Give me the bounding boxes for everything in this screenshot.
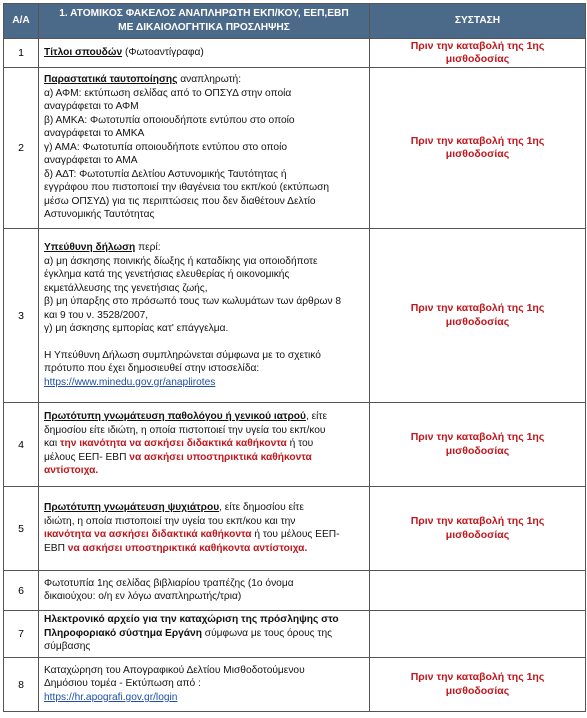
row-number: 2	[4, 68, 39, 229]
row-recommendation	[370, 611, 586, 658]
rec-line: Πριν την καταβολή της 1ης	[410, 431, 545, 443]
row-text-line: δ) ΑΔΤ: Φωτοτυπία Δελτίου Αστυνομικής Ταυτότητας ή	[44, 168, 287, 180]
row-title: Τίτλοι σπουδών	[44, 46, 123, 58]
table-row	[4, 39, 586, 68]
row-text-line: έγκλημα κατά της γενετήσιας ελευθερίας ή οικονομικής	[44, 269, 290, 280]
row-recommendation	[370, 658, 586, 712]
row-text: περί:	[135, 242, 161, 253]
row-text-line	[44, 627, 364, 641]
table-row	[4, 658, 586, 712]
table-row	[4, 611, 586, 658]
row-text: (Φωτοαντίγραφα)	[122, 46, 204, 58]
rec-line: μισθοδοσίας	[445, 684, 510, 697]
rec-line: μισθοδοσίας	[445, 528, 510, 541]
row-title: Πληροφοριακό σύστημα Εργάνη	[44, 627, 202, 639]
row-number: 7	[4, 611, 39, 658]
row-text: σύμφωνα με τους όρους της	[201, 627, 333, 639]
row-number: 8	[4, 658, 39, 712]
row-text-line: β) μη ύπαρξης στο πρόσωπό τους των κωλυμάτων των άρθρων 8	[44, 296, 342, 307]
row-description	[39, 571, 370, 611]
row-recommendation	[370, 571, 586, 611]
row-text-line: α) μη άσκησης ποινικής δίωξης ή καταδίκης για οποιοδήποτε	[44, 255, 318, 267]
rec-line: μισθοδοσίας	[445, 315, 510, 328]
row-title: Ηλεκτρονικό αρχείο για την καταχώριση της πρόσληψης στο	[44, 614, 339, 626]
row-text-line: Αστυνομικής Ταυτότητας	[44, 209, 155, 221]
row-text-line: Δημόσιου τομέα - Εκτύπωση από :	[44, 678, 201, 690]
row-text-line: αναγράφεται το ΑΦΜ	[44, 101, 139, 113]
row-recommendation	[370, 487, 586, 571]
header-recommendation: ΣΥΣΤΑΣΗ	[370, 4, 586, 39]
row-text-line: ιδιώτη, η οποία πιστοποιεί την υγεία του εκπ/κου και την	[44, 515, 296, 527]
row-recommendation	[370, 68, 586, 229]
row-text: , είτε δημοσίου είτε	[219, 502, 304, 513]
apografi-link[interactable]: https://hr.apografi.gov.gr/login	[44, 691, 178, 703]
row-text: , είτε	[305, 411, 328, 423]
dossier-table	[3, 3, 586, 712]
rec-line: Πριν την καταβολή της 1ης	[410, 39, 545, 52]
row-text-line: γ) μη άσκησης εμπορίας κατ' επάγγελμα.	[44, 323, 229, 334]
row-text-line: εκμετάλλευσης της γενετήσιας ζωής,	[44, 282, 208, 294]
row-text-line: αναγράφεται το ΑΜΚΑ	[44, 128, 145, 140]
row-number: 3	[4, 229, 39, 403]
row-text-line: δικαιούχου: ο/η εν λόγω αναπληρωτής/τρια)	[44, 591, 242, 602]
header-title-line2: ΜΕ ΔΙΚΑΙΟΛΟΓΗΤΙΚΑ ΠΡΟΣΛΗΨΗΣ	[118, 22, 290, 33]
rec-line: Πριν την καταβολή της 1ης	[410, 671, 545, 683]
row-title: Υπεύθυνη δήλωση	[44, 242, 136, 253]
row-description	[39, 39, 370, 68]
row-text-line: αναγράφεται το ΑΜΑ	[44, 155, 138, 167]
row-text-line: α) ΑΦΜ: εκτύπωση σελίδας από το ΟΠΣΥΔ στην οποία	[44, 87, 292, 99]
rec-line: μισθοδοσίας	[445, 53, 510, 65]
row-number: 1	[4, 39, 39, 68]
row-text-line: σύμβασης	[44, 641, 91, 653]
rec-line: Πριν την καταβολή της 1ης	[410, 134, 545, 147]
row-emphasis: την ικανότητα να ασκήσει διδακτικά καθήκοντα	[59, 438, 287, 450]
row-title: Πρωτότυπη γνωμάτευση ψυχιάτρου	[44, 502, 220, 513]
row-text-line: Καταχώρηση του Απογραφικού Δελτίου Μισθοδοτούμενου	[44, 664, 305, 676]
header-num: Α/Α	[4, 4, 39, 39]
row-text-line: δημοσίου είτε ιδιώτη, η οποία πιστοποιεί την υγεία του εκπ/κου	[44, 424, 326, 436]
row-heading-line	[44, 241, 364, 255]
row-text-line: β) ΑΜΚΑ: Φωτοτυπία οποιουδήποτε εντύπου στο οποίο	[44, 114, 295, 126]
header-title-line1: 1. ΑΤΟΜΙΚΟΣ ΦΑΚΕΛΟΣ ΑΝΑΠΛΗΡΩΤΗ ΕΚΠ/ΚΟΥ, ΕΕΠ,ΕΒΠ	[59, 8, 349, 19]
row-recommendation	[370, 39, 586, 68]
table-row	[4, 571, 586, 611]
row-text-line	[44, 528, 364, 542]
rec-line: μισθοδοσίας	[445, 148, 510, 160]
table-row	[4, 68, 586, 229]
row-text-line: εγγράφου που πιστοποιεί την ιθαγένεια του εκπ/κού (εκτύπωση	[44, 182, 330, 194]
row-description	[39, 68, 370, 229]
row-emphasis: αντίστοιχα.	[44, 465, 99, 477]
row-number: 4	[4, 403, 39, 487]
row-heading-line	[44, 73, 364, 87]
row-text: ή του	[286, 438, 314, 450]
row-text: αναπληρωτή:	[177, 74, 242, 86]
row-description	[39, 658, 370, 712]
row-text-line	[44, 451, 364, 465]
spacer	[44, 336, 364, 349]
row-emphasis: ικανότητα να ασκήσει διδακτικά καθήκοντα	[44, 529, 252, 540]
row-number: 6	[4, 571, 39, 611]
table-row	[4, 403, 586, 487]
row-description	[39, 487, 370, 571]
rec-line: Πριν την καταβολή της 1ης	[410, 302, 545, 314]
row-text-line: και 9 του ν. 3528/2007,	[44, 309, 149, 321]
row-text-line: Φωτοτυπία 1ης σελίδας βιβλιαρίου τραπέζης (1ο όνομα	[44, 577, 294, 589]
row-text-line	[44, 437, 364, 451]
table-header-row	[4, 4, 586, 39]
row-note-line: πρότυπο που έχει δημοσιευθεί στην ιστοσελίδα:	[44, 363, 260, 374]
row-recommendation	[370, 229, 586, 403]
minedu-link[interactable]: https://www.minedu.gov.gr/anaplirotes	[44, 376, 216, 388]
row-text-line	[44, 410, 364, 424]
rec-line: Πριν την καταβολή της 1ης	[410, 515, 545, 527]
table-row	[4, 229, 586, 403]
row-text: μέλους ΕΕΠ- ΕΒΠ	[44, 451, 130, 463]
header-title	[39, 4, 370, 39]
row-emphasis: να ασκήσει υποστηρικτικά καθήκοντα αντίστοιχα.	[67, 542, 308, 554]
row-recommendation	[370, 403, 586, 487]
table-row	[4, 487, 586, 571]
row-text: ή του μέλους ΕΕΠ-	[251, 529, 340, 540]
row-number: 5	[4, 487, 39, 571]
rec-line: μισθοδοσίας	[445, 444, 510, 457]
row-text-line: γ) ΑΜΑ: Φωτοτυπία οποιουδήποτε εντύπου στο οποίο	[44, 141, 287, 153]
row-text: ΕΒΠ	[44, 542, 68, 554]
row-text-line: μέσω ΟΠΣΥΔ) για τις περιπτώσεις που δεν διαθέτουν Δελτίο	[44, 195, 316, 207]
row-text: και	[44, 438, 60, 450]
row-note-line: Η Υπεύθυνη Δήλωση συμπληρώνεται σύμφωνα με το σχετικό	[44, 349, 321, 361]
row-title: Παραστατικά ταυτοποίησης	[44, 74, 178, 86]
row-description	[39, 403, 370, 487]
row-text-line	[44, 542, 364, 556]
row-title: Πρωτότυπη γνωμάτευση παθολόγου ή γενικού ιατρού	[44, 411, 306, 423]
row-text-line	[44, 501, 364, 515]
row-description	[39, 229, 370, 403]
row-description	[39, 611, 370, 658]
row-emphasis: να ασκήσει υποστηρικτικά καθήκοντα	[129, 451, 312, 463]
